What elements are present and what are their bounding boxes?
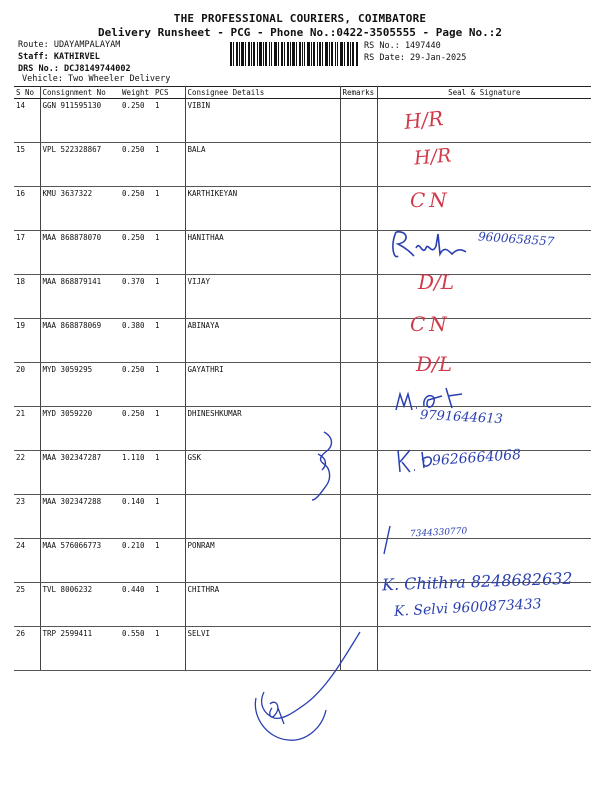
cell-weight: 0.250 [120, 363, 153, 407]
cell-consignment: MYD 3059295 [40, 363, 120, 407]
cell-consignment: MAA 302347288 [40, 495, 120, 539]
cell-consignment: TRP 2599411 [40, 627, 120, 671]
cell-consignment: MAA 576066773 [40, 539, 120, 583]
cell-pcs: 1 [153, 407, 185, 451]
cell-pcs: 1 [153, 275, 185, 319]
cell-sno: 14 [14, 99, 40, 143]
table-row [14, 187, 591, 231]
barcode-image [230, 42, 358, 66]
cell-pcs: 1 [153, 627, 185, 671]
cell-consignee: VIJAY [185, 275, 340, 319]
handwritten-phone-r24: 7344330770 [409, 526, 468, 540]
route-label: Route: UDAYAMPALAYAM [18, 40, 121, 50]
drs-number: DRS No.: DCJ8149744002 [18, 64, 131, 74]
column-header-seal: Seal & Signature [377, 87, 591, 99]
signature-r17 [388, 226, 470, 264]
cell-pcs: 1 [153, 99, 185, 143]
column-header-pcs: PCS [153, 87, 185, 99]
vehicle-label: Vehicle: Two Wheeler Delivery [22, 74, 171, 84]
cell-weight: 0.250 [120, 99, 153, 143]
cell-sno: 16 [14, 187, 40, 231]
column-header-sno: S No [14, 87, 40, 99]
cell-signature [377, 627, 591, 671]
cell-consignee: HANITHAA [185, 231, 340, 275]
cell-consignment: MAA 868878069 [40, 319, 120, 363]
cell-pcs: 1 [153, 495, 185, 539]
cell-sno: 17 [14, 231, 40, 275]
staff-label: Staff: KATHIRVEL [18, 52, 100, 62]
rs-number: RS No.: 1497440 [364, 41, 441, 51]
column-header-weight: Weight [120, 87, 153, 99]
cell-weight: 0.440 [120, 583, 153, 627]
table-row [14, 495, 591, 539]
table-row [14, 275, 591, 319]
handwritten-phone-r21: 9791644613 [419, 407, 504, 428]
handwritten-phone-r22: 9626664068 [431, 446, 522, 470]
cell-weight: 0.140 [120, 495, 153, 539]
cell-weight: 0.250 [120, 231, 153, 275]
cell-sno: 20 [14, 363, 40, 407]
cell-remarks [340, 363, 377, 407]
cell-sno: 22 [14, 451, 40, 495]
cell-weight: 0.250 [120, 407, 153, 451]
handwritten-remark-r20: D/L [416, 352, 453, 376]
cell-pcs: 1 [153, 143, 185, 187]
cell-consignee: SELVI [185, 627, 340, 671]
cell-weight: 0.210 [120, 539, 153, 583]
cell-remarks [340, 319, 377, 363]
handwritten-remark-r16: CN [410, 188, 451, 212]
pen-stroke-r24 [380, 524, 394, 558]
cell-consignment: TVL 8006232 [40, 583, 120, 627]
cell-pcs: 1 [153, 363, 185, 407]
cell-weight: 1.110 [120, 451, 153, 495]
signature-scribble [248, 628, 368, 748]
cell-weight: 0.370 [120, 275, 153, 319]
runsheet-subtitle: Delivery Runsheet - PCG - Phone No.:0422-3505555 - Page No.:2 [98, 26, 502, 39]
cell-weight: 0.380 [120, 319, 153, 363]
cell-consignee: BALA [185, 143, 340, 187]
cell-sno: 23 [14, 495, 40, 539]
cell-remarks [340, 539, 377, 583]
cell-weight: 0.250 [120, 187, 153, 231]
cell-pcs: 1 [153, 187, 185, 231]
handwritten-remark-r19: CN [410, 312, 451, 336]
cell-consignment: MAA 302347287 [40, 451, 120, 495]
cell-consignment: KMU 3637322 [40, 187, 120, 231]
cell-consignment: MAA 868879141 [40, 275, 120, 319]
cell-weight: 0.250 [120, 143, 153, 187]
handwritten-remark-r14: H/R [402, 106, 445, 134]
cell-sno: 21 [14, 407, 40, 451]
cell-consignee: VIBIN [185, 99, 340, 143]
column-header-remarks: Remarks [340, 87, 377, 99]
table-row [14, 319, 591, 363]
cell-pcs: 1 [153, 231, 185, 275]
cell-sno: 19 [14, 319, 40, 363]
bracket-mark [306, 430, 338, 504]
handwritten-signature-r25: K. Chithra 8248682632 [381, 568, 573, 595]
cell-consignee: DHINESHKUMAR [185, 407, 340, 451]
cell-consignee: CHITHRA [185, 583, 340, 627]
cell-consignee: PONRAM [185, 539, 340, 583]
cell-consignment: GGN 911595130 [40, 99, 120, 143]
cell-remarks [340, 407, 377, 451]
handwritten-signature-r26: K. Selvi 9600873433 [393, 596, 542, 620]
cell-remarks [340, 99, 377, 143]
table-header-row [14, 87, 591, 99]
cell-signature [377, 143, 591, 187]
cell-consignee: GAYATHRI [185, 363, 340, 407]
handwritten-remark-r18: D/L [418, 270, 455, 294]
cell-consignment: MAA 868878070 [40, 231, 120, 275]
cell-consignment: VPL 522328867 [40, 143, 120, 187]
cell-remarks [340, 187, 377, 231]
cell-sno: 25 [14, 583, 40, 627]
cell-consignee: ABINAYA [185, 319, 340, 363]
cell-remarks [340, 143, 377, 187]
cell-pcs: 1 [153, 319, 185, 363]
runsheet-title: THE PROFESSIONAL COURIERS, COIMBATORE [173, 12, 427, 25]
cell-consignee: GSK [185, 451, 340, 495]
cell-remarks [340, 275, 377, 319]
handwritten-remark-r15: H/R [413, 144, 453, 170]
table-row [14, 99, 591, 143]
table-row [14, 143, 591, 187]
cell-weight: 0.550 [120, 627, 153, 671]
cell-sno: 18 [14, 275, 40, 319]
cell-remarks [340, 451, 377, 495]
cell-pcs: 1 [153, 451, 185, 495]
cell-sno: 26 [14, 627, 40, 671]
cell-pcs: 1 [153, 583, 185, 627]
table-row [14, 363, 591, 407]
cell-consignee: KARTHIKEYAN [185, 187, 340, 231]
table-row [14, 407, 591, 451]
cell-pcs: 1 [153, 539, 185, 583]
cell-remarks [340, 231, 377, 275]
cell-sno: 15 [14, 143, 40, 187]
cell-sno: 24 [14, 539, 40, 583]
column-header-consignee: Consignee Details [185, 87, 340, 99]
column-header-consignment: Consignment No [40, 87, 120, 99]
cell-remarks [340, 495, 377, 539]
handwritten-phone-r17: 9600658557 [477, 229, 555, 249]
cell-remarks [340, 583, 377, 627]
rs-date: RS Date: 29-Jan-2025 [364, 53, 467, 63]
cell-consignment: MYD 3059220 [40, 407, 120, 451]
